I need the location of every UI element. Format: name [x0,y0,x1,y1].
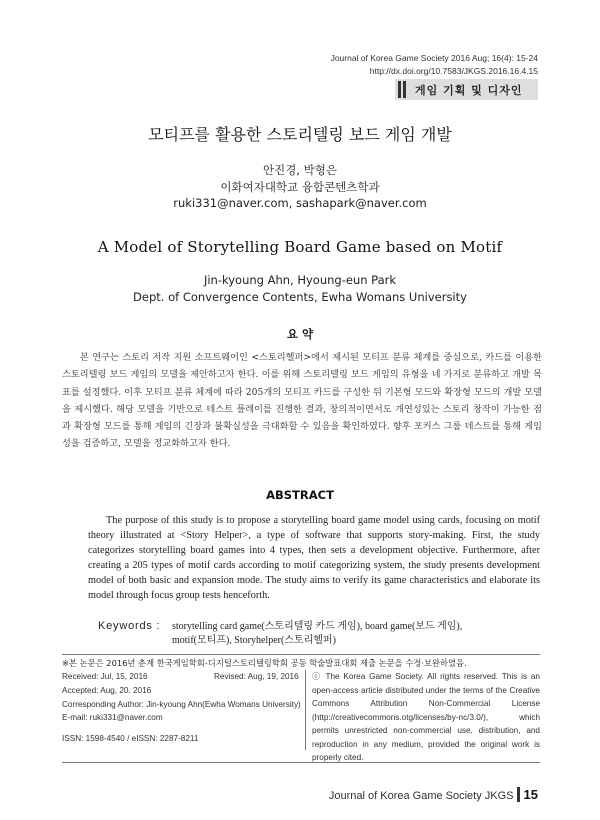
issn-info: ISSN: 1598-4540 / eISSN: 2287-8211 [62,734,199,743]
keywords-list [172,620,542,648]
category-banner [395,79,538,100]
keywords-label: Keywords : [98,620,161,632]
column-divider [305,670,306,750]
author-names-korean: 안진경, 박형은 [263,163,337,177]
footnote-note: ※본 논문은 2016년 춘계 한국게임학회-디지털스토리텔링학회 공동 학술발표대회 제출 논문을 수정·보완하였음. [62,658,467,668]
title-english: A Model of Storytelling Board Game based on Motif [97,238,503,256]
footer-separator [517,787,520,802]
footer-divider [62,762,540,763]
banner-bar-mark [403,81,406,98]
page-number: 15 [523,787,538,802]
abstract-korean-body: 본 연구는 스토리 저작 지원 소프트웨어인 <스토리헬퍼>에서 제시된 모티프 분류 체계를 중심으로, 카드를 이용한 스토리텔링 보드 게임의 모델을 제안하고자 한다. 이를 위해 스토리텔링 보드 게임의 유형을 네 가지로 분류하고 개발 목표를 설정했다. 이후 모티프 분류 체계에 따라 205개의 모티프 카드를 구성한 뒤 기본형 모드와 확장형 모드의 개발 모델을 제시했다. 해당 모델을 기반으로 테스트 플레이를 진행한 결과, 창의적이면서도 개연성있는 스토리 창작이 가능한 점과 확장형 모드를 통해 게임의 긴장과 불확실성을 극대화할 수 있음을 확인하였다. 향후 포커스 그룹 테스트를 통해 게임성을 검증하고, 모델을 정교화하고자 한다. [62,352,542,450]
abstract-korean-heading: 요 약 [286,327,314,341]
received-date: Received: Jul, 15, 2016 [62,672,148,681]
license-text: ⓒ The Korea Game Society. All rights reserved. This is an open-access article distributed under the terms of the Creative Commons Attribution Non-Commercial License (http://creativecommons.otg/licenses/by-nc/3.0/), which permits unrestricted non-commercial use, distribution, and reproduction in any medium, provided the original work is properly cited. [312,672,540,762]
accepted-date: Accepted: Aug, 20. 2016 [62,686,152,695]
corresponding-email[interactable]: E-mail: ruki331@naver.com [62,713,163,722]
doi-link[interactable]: http://dx.doi.org/10.7583/JKGS.2016.16.4.15 [369,66,538,76]
revised-date: Revised: Aug, 19, 2016 [214,672,299,681]
corresponding-author: Corresponding Author: Jin-kyoung Ahn(Ewha Womans University) [62,700,301,709]
author-emails: ruki331@naver.com, sashapark@naver.com [173,196,427,210]
footer-journal-name: Journal of Korea Game Society JKGS [328,790,514,802]
title-korean: 모티프를 활용한 스토리텔링 보드 게임 개발 [148,125,452,144]
affiliation-korean: 이화여자대학교 융합콘텐츠학과 [220,180,380,194]
keywords-line: motif(모티프), Storyhelper(스토리헬퍼) [172,635,336,646]
journal-citation: Journal of Korea Game Society 2016 Aug; 16(4): 15-24 [330,53,538,63]
affiliation-english: Dept. of Convergence Contents, Ewha Womans University [133,290,467,304]
abstract-english-body: The purpose of this study is to propose a storytelling board game model using cards, focusing on motif theory illustrated at <Story Helper>, a type of software that supports story-making. First, the study categorizes storytelling board games into 4 types, then sets a development objective. Furthermore, after creating a 205 types of motif cards according to motif categorizing system, the study presents development model of both basic and expansion mode. The study aims to verify its game characteristics and elaborate its model through focus group tests henceforth. [88,515,540,601]
author-names-english: Jin-kyoung Ahn, Hyoung-eun Park [203,273,397,287]
abstract-english-heading: ABSTRACT [266,488,334,502]
banner-bar-mark [398,81,401,98]
keywords-line: storytelling card game(스토리텔링 카드 게임), board game(보드 게임), [172,621,463,632]
page-footer [329,787,538,802]
category-label: 게임 기획 및 디자인 [415,84,523,97]
footnote-divider [62,654,540,655]
